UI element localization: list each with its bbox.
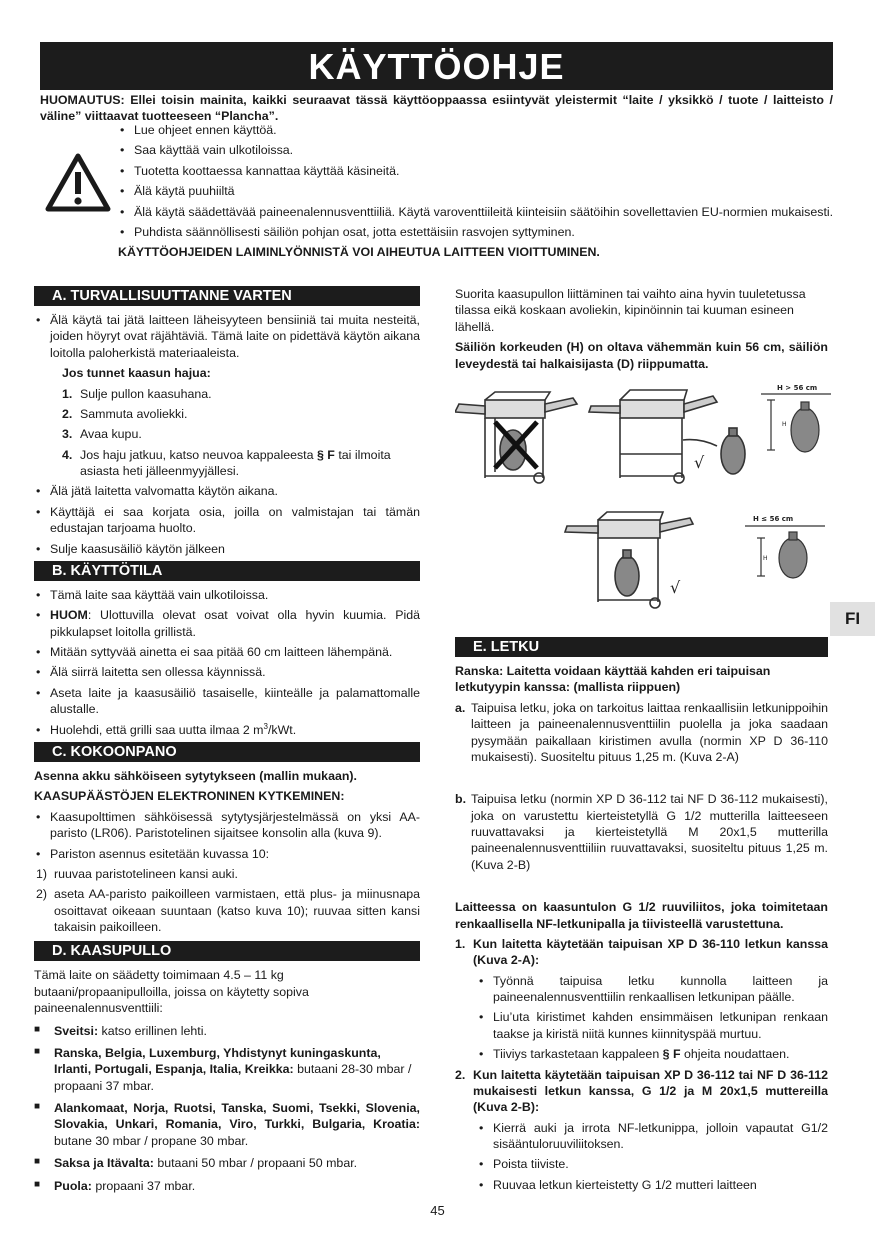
list-item: • Liu’uta kiristimet kahden ensimmäisen letkunipan renkaan taakse ja kiristä niitä kunnes kiinnityspää murtuu. xyxy=(477,1009,828,1042)
step-text: Jos haju jatkuu, katso neuvoa kappaleesta xyxy=(80,447,317,462)
step-item xyxy=(36,866,420,882)
section-ref: § F xyxy=(316,447,335,462)
section-ref: § F xyxy=(662,1047,681,1062)
label-tall: H > 56 cm xyxy=(777,384,818,392)
country-label: Ranska, Belgia, Luxemburg, Yhdistynyt kuningaskunta, Irlanti, Portugali, Espanja, Italia, Kreikka: xyxy=(54,1045,381,1077)
option-text: Taipuisa letku (normin XP D 36-112 tai NF D 36-112 mukaisesti), joka on varustettu kierteistetyllä G 1/2 mutterilla laitteeseen ruuvattavaksi ja kierteistetyllä M 20x1,5 mutterilla paineenalennusventtiiliin ruuvattavaksi, suositeltu pituus 1,25 m. (Kuva 2-B) xyxy=(471,792,828,872)
pressure-text: butaani 28-30 mbar / propaani 37 mbar. xyxy=(54,1062,412,1093)
list-item: • Älä jätä laitetta valvomatta käytön aikana. xyxy=(34,483,420,499)
tall-bottle-dimension-figure xyxy=(761,394,831,452)
section-e-heading: E. LETKU xyxy=(455,637,828,657)
list-item xyxy=(34,607,420,640)
step-text: Sammuta avoliekki. xyxy=(80,406,188,421)
gas-smell-block xyxy=(34,365,420,479)
bottle-intro: Tämä laite on säädetty toimimaan 4.5 – 11 kg butaani/propaanipulloilla, joissa on käytetty sopiva paineenalennusventtiili: xyxy=(34,968,309,1016)
section-c-heading: C. KOKOONPANO xyxy=(34,742,420,762)
height-label-bottom: H xyxy=(763,555,768,562)
list-item: • Kaasupolttimen sähköisessä sytytysjärjestelmässä on yksi AA-paristo (LR06). Paristotelinen sijaitsee konsolin alla (kuva 9). xyxy=(34,809,420,842)
warning-caps: KÄYTTÖOHJEIDEN LAIMINLYÖNNISTÄ VOI AIHEUTUA LAITTEEN VIOITTUMINEN. xyxy=(118,245,600,260)
gas-smell-heading: Jos tunnet kaasun hajua: xyxy=(62,366,211,381)
step-number: 1. xyxy=(455,936,466,951)
hose-option-b xyxy=(455,791,828,873)
country-label: Alankomaat, Norja, Ruotsi, Tanska, Suomi, Tsekki, Slovenia, Slovakia, Unkari, Romania, Viro, Turkki, Bulgaria, Kroatia: xyxy=(54,1101,420,1132)
list-item: • Sulje kaasusäiliö käytön jälkeen xyxy=(34,541,420,557)
list-item xyxy=(34,1045,420,1094)
step-text: aseta AA-paristo paikoilleen varmistaen, että plus- ja miinusnapa osoittavat oikeaan suuntaan (katso kuva 10); ruuvaa sitten kansi takaisin paikoilleen. xyxy=(54,887,420,934)
page-title: KÄYTTÖOHJE xyxy=(40,42,833,90)
country-label: Sveitsi: xyxy=(54,1023,99,1038)
step-number: 1) xyxy=(36,866,48,881)
list-item: • Kierrä auki ja irrota NF-letkunippa, jolloin vapautat G1/2 sisääntuloruuviliitoksen. xyxy=(477,1120,828,1153)
pressure-text: butaani 50 mbar / propaani 50 mbar. xyxy=(153,1156,358,1171)
list-item: • Tuotetta koottaessa kannattaa käyttää käsineitä. xyxy=(118,163,834,179)
check-mark-top: √ xyxy=(694,453,705,472)
list-item: • Lue ohjeet ennen käyttöä. xyxy=(118,122,834,138)
step-item xyxy=(62,386,420,402)
hose-option-a xyxy=(455,700,828,766)
air-text: Huolehdi, että grilli saa uutta ilmaa 2 m xyxy=(50,722,264,737)
list-item: • Aseta laite ja kaasusäiliö tasaiselle, kiinteälle ja palamattomalle alustalle. xyxy=(34,685,420,718)
step-number: 2. xyxy=(455,1067,466,1082)
short-bottle-dimension-figure xyxy=(745,526,825,578)
list-item: • Ruuvaa letkun kierteistetty G 1/2 mutteri laitteen xyxy=(477,1177,828,1193)
height-label-top: H xyxy=(782,421,787,428)
assembly-heading: Asenna akku sähköiseen sytytykseen (mallin mukaan). xyxy=(34,769,357,783)
list-item: • Pariston asennus esitetään kuvassa 10: xyxy=(34,846,420,862)
section-a-heading: A. TURVALLISUUTTANNE VARTEN xyxy=(34,286,420,306)
grill-bottle-outside-figure xyxy=(589,390,745,483)
superscript: 3 xyxy=(263,721,268,731)
list-item: • Älä siirrä laitetta sen ollessa käynnissä. xyxy=(34,664,420,680)
step-item xyxy=(62,447,420,480)
air-text-end: /kWt. xyxy=(267,722,297,737)
list-item xyxy=(34,1155,420,1171)
list-item: • Älä käytä tai jätä laitteen läheisyyteen bensiiniä tai muita nesteitä, joiden höyryt ovat räjähtäviä. Tämä laite on pidettävä käytön aikana loitolla paloherkistä materiaaleista. xyxy=(34,312,420,361)
list-item: • Poista tiiviste. xyxy=(477,1156,828,1172)
section-d-heading: D. KAASUPULLO xyxy=(34,941,420,961)
step-text: Kun laitetta käytetään taipuisan XP D 36-110 letkun kanssa (Kuva 2-A): xyxy=(473,936,828,968)
list-item: • Älä käytä säädettävää paineenalennusventtiiliä. Käytä varoventtiileitä kiinteisiin säätöihin sovellettavien EU-normien mukaisesti. xyxy=(118,204,834,220)
step-number: 1. xyxy=(62,386,73,401)
grill-no-bottle-figure xyxy=(455,392,577,483)
option-text: Taipuisa letku, joka on tarkoitus laittaa renkaallisiin letkunippoihin laitteen ja paineenalennusventtiilin puolella ja joka saadaan pysymään paikallaan kiristimen avulla (normin XP D 36-110 mukaisesti). Suositeltu pituus 1,25 m. (Kuva 2-A) xyxy=(471,700,828,764)
step-text: ruuvaa paristotelineen kansi auki. xyxy=(54,866,238,881)
section-b-heading: B. KÄYTTÖTILA xyxy=(34,561,420,581)
right-column-bottom xyxy=(455,637,828,1197)
height-rule: Säiliön korkeuden (H) on oltava vähemmän kuin 56 cm, säiliön leveydestä tai halkaisijasta (D) riippumatta. xyxy=(455,340,828,371)
list-item: • Työnnä taipuisa letku kunnolla laitteen ja paineenalennusventtiilin renkaallisen letkunipan päälle. xyxy=(477,973,828,1006)
label-short: H ≤ 56 cm xyxy=(753,515,794,523)
list-item: • Mitään syttyvää ainetta ei saa pitää 60 cm laitteen lähempänä. xyxy=(34,644,420,660)
step-item xyxy=(62,426,420,442)
hose-intro: Ranska: Laitetta voidaan käyttää kahden eri taipuisan letkutyypin kanssa: (mallista riippuen) xyxy=(455,664,771,695)
connection-paragraph: Suorita kaasupullon liittäminen tai vaihto aina hyvin tuuletetussa tilassa eikä koskaan avoliekin, kipinöinnin tai kuuman esineen lähellä. xyxy=(455,287,806,334)
country-label: Saksa ja Itävalta: xyxy=(54,1156,154,1171)
check-mark-bottom: √ xyxy=(670,578,681,597)
step-item xyxy=(62,406,420,422)
warning-list xyxy=(118,122,834,261)
step-number: 2) xyxy=(36,887,48,902)
step-item xyxy=(455,1067,828,1116)
list-item xyxy=(34,1023,420,1039)
step-item xyxy=(455,936,828,969)
step-text: Sulje pullon kaasuhana. xyxy=(80,386,212,401)
gas-bottle-placement-illustration xyxy=(455,380,835,620)
check-text-end: ohjeita noudattaen. xyxy=(680,1047,790,1062)
list-item xyxy=(34,722,420,739)
list-item xyxy=(34,1100,420,1149)
step-text: Avaa kupu. xyxy=(80,427,142,442)
country-label: Puola: xyxy=(54,1178,92,1193)
step-text: Kun laitetta käytetään taipuisan XP D 36-112 tai NF D 36-112 mukaisesti letkun kanssa, G 1/2 ja M 20x1,5 muttereilla (Kuva 2-B): xyxy=(473,1067,828,1115)
list-item: • Puhdista säännöllisesti säiliön pohjan osat, jotta estettäisiin rasvojen syttyminen. xyxy=(118,224,834,240)
usage-note: HUOMAUTUS: Ellei toisin mainita, kaikki seuraavat tässä käyttöoppaassa esiintyvät yleistermit “laite / yksikkö / tuote / laitteisto / väline” viittaavat tuotteeseen “Plancha”. xyxy=(40,93,833,124)
right-column-top xyxy=(455,286,828,376)
list-item: • Tämä laite saa käyttää vain ulkotiloissa. xyxy=(34,587,420,603)
page-number: 45 xyxy=(430,1203,445,1218)
huom-text: : Ulottuvilla olevat osat voivat olla hyvin kuumia. Pidä pikkulapset loitolla grillistä. xyxy=(50,608,420,639)
pressure-text: propaani 37 mbar. xyxy=(91,1178,196,1193)
pressure-text: katso erillinen lehti. xyxy=(98,1023,207,1038)
option-letter: a. xyxy=(455,700,466,715)
pressure-text: butane 30 mbar / propane 30 mbar. xyxy=(54,1133,249,1148)
left-column xyxy=(34,286,420,1200)
option-letter: b. xyxy=(455,792,467,807)
list-item: • Älä käytä puuhiiltä xyxy=(118,183,834,199)
step-text: tai ilmoita asiasta heti jälleenmyyjällesi. xyxy=(80,447,391,478)
connection-note: Laitteessa on kaasuntulon G 1/2 ruuviliitos, joka toimitetaan renkaallisella NF-letkunipalla ja tiivisteellä varustettuna. xyxy=(455,900,828,931)
step-item xyxy=(36,886,420,935)
language-tab: FI xyxy=(830,602,875,636)
step-number: 4. xyxy=(62,447,73,462)
step-number: 2. xyxy=(62,406,73,421)
assembly-subheading: KAASUPÄÄSTÖJEN ELEKTRONINEN KYTKEMINEN: xyxy=(34,789,345,804)
list-item: • Saa käyttää vain ulkotiloissa. xyxy=(118,142,834,158)
check-text: Tiiviys tarkastetaan kappaleen xyxy=(493,1047,663,1062)
list-item xyxy=(34,1178,420,1194)
list-item xyxy=(477,1046,828,1062)
huom-label: HUOM xyxy=(50,608,88,623)
list-item: • Käyttäjä ei saa korjata osia, joilla on valmistajan tai tämän edustajan tarjoama huolto. xyxy=(34,504,420,537)
step-number: 3. xyxy=(62,427,73,442)
warning-triangle-icon xyxy=(44,152,112,214)
